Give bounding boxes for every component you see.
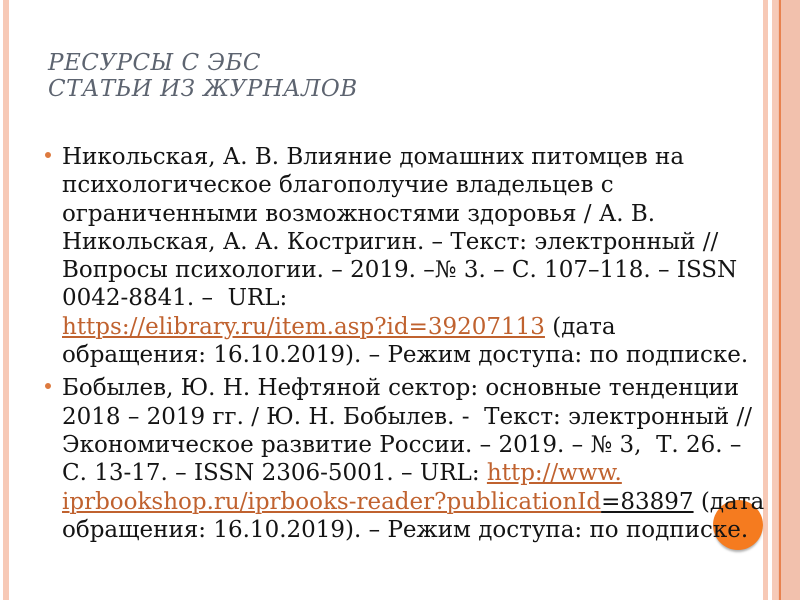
citation-link[interactable]: https://elibrary.ru/item.asp?id=39207113 (62, 313, 545, 340)
citation-line (62, 459, 717, 487)
citation-line (62, 488, 765, 516)
citation-line (62, 200, 717, 228)
citation-line (62, 431, 742, 459)
citation-line (62, 403, 752, 431)
left-vertical-stripe (3, 0, 9, 600)
citation-line (62, 284, 717, 312)
citation-text: (дата (693, 488, 765, 515)
citation-text: Никольская, А. В. Влияние домашних питомцев на (62, 144, 685, 170)
citation-line (62, 341, 749, 369)
slide-title (48, 50, 358, 102)
citation-text: 0042-8841. – URL: (62, 285, 288, 312)
citation-text: Бобылев, Ю. Н. Нефтяной сектор: основные тенденции (62, 375, 740, 402)
citation-link[interactable]: iprbookshop.ru/iprbooks-reader?publicationId (62, 488, 602, 515)
citation-underlined-text: =83897 (601, 488, 694, 515)
citation-text: 2018 – 2019 гг. / Ю. Н. Бобылев. - Текст: электронный // (62, 403, 752, 430)
citation-line (62, 313, 717, 341)
citation-text: обращения: 16.10.2019). – Режим доступа: по подписке. (62, 342, 749, 369)
citation-text: Экономическое развитие России. – 2019. – № 3, Т. 26. – (62, 431, 742, 458)
citation-text: (дата (544, 313, 616, 340)
citation-line (62, 516, 749, 544)
citation-text: обращения: 16.10.2019). – Режим доступа: по подписке. (62, 516, 749, 543)
citation-line (62, 228, 717, 256)
slide-title-line2: СТАТЬИ ИЗ ЖУРНАЛОВ (48, 76, 358, 102)
citation-line (62, 256, 738, 284)
citation-line (62, 171, 717, 199)
slide-title-line1: РЕСУРСЫ С ЭБС (48, 50, 262, 76)
citation-link[interactable]: http://www. (486, 460, 622, 487)
citation-text: Вопросы психологии. – 2019. –№ 3. – С. 107–118. – ISSN (62, 257, 738, 284)
right-wide-vertical-stripe (772, 0, 800, 600)
citation-text: С. 13-17. – ISSN 2306-5001. – URL: (62, 460, 487, 487)
citation-text: психологическое благополучие владельцев с (62, 172, 614, 199)
open-circle-bullet-icon (45, 383, 51, 389)
citation-list (45, 143, 765, 544)
citation-text: ограниченными возможностями здоровья / А. В. (62, 200, 656, 227)
citation-content (62, 374, 765, 544)
citation-content (62, 143, 749, 369)
citation-item (45, 143, 749, 369)
citation-item (45, 374, 765, 544)
right-accent-line (779, 0, 781, 600)
open-circle-bullet-icon (45, 152, 51, 158)
citation-line (62, 143, 717, 171)
citation-text: Никольская, А. А. Костригин. – Текст: электронный // (62, 228, 719, 255)
citation-line (62, 374, 740, 402)
